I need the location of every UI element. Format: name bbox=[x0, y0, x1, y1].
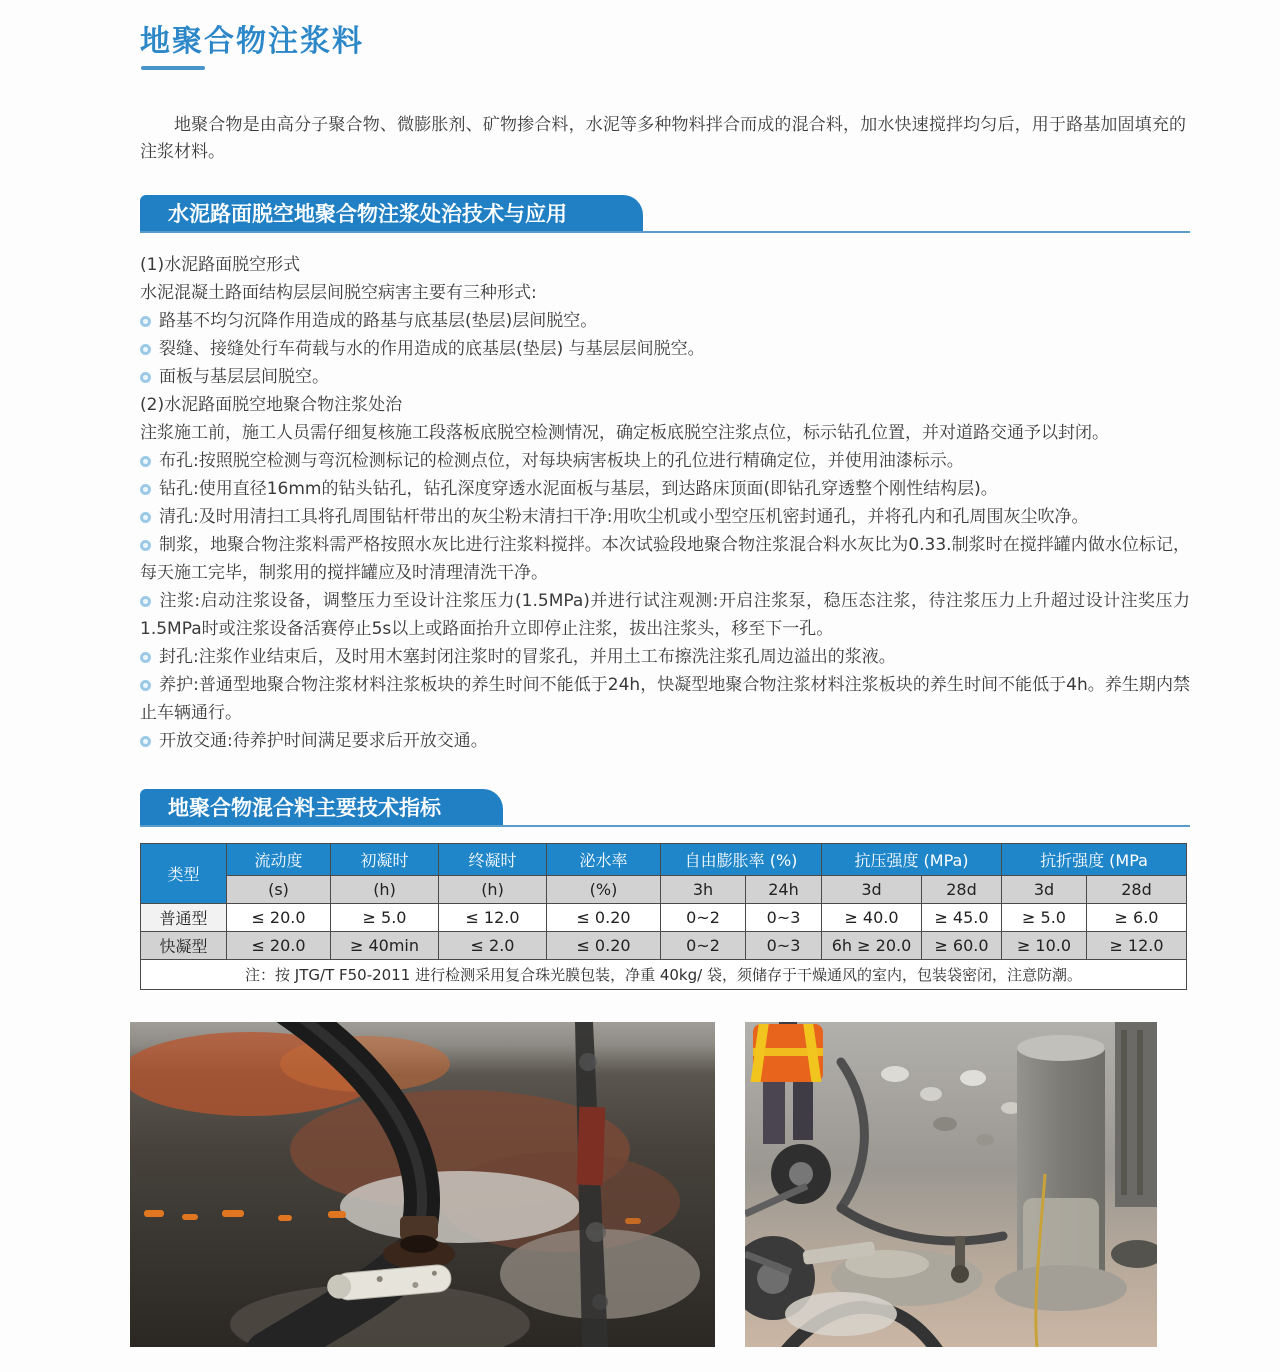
body-line-text: 裂缝、接缝处行车荷载与水的作用造成的底基层(垫层) 与基层层间脱空。 bbox=[159, 339, 705, 359]
ring-bullet-icon bbox=[140, 680, 151, 691]
body-line-text: 水泥混凝土路面结构层层间脱空病害主要有三种形式: bbox=[140, 283, 537, 303]
body-line-text: 面板与基层层间脱空。 bbox=[159, 367, 329, 387]
safety-vest bbox=[751, 1024, 823, 1082]
body-line bbox=[140, 447, 1190, 475]
header-bleeding: 泌水率 bbox=[547, 844, 661, 876]
table-header-row-1 bbox=[141, 844, 1187, 876]
table-note: 注：按 JTG/T F50-2011 进行检测采用复合珠光膜包装，净重 40kg/ 袋，须储存于干燥通风的室内，包装袋密闭，注意防潮。 bbox=[141, 960, 1187, 990]
body-line bbox=[140, 531, 1190, 587]
cell: ≥ 40min bbox=[331, 932, 439, 960]
cell: ≥ 45.0 bbox=[922, 904, 1002, 932]
ring-bullet-icon bbox=[140, 316, 151, 327]
body-line-text: 布孔:按照脱空检测与弯沉检测标记的检测点位，对每块病害板块上的孔位进行精确定位，并使用油漆标示。 bbox=[159, 451, 964, 471]
body-line bbox=[140, 363, 1190, 391]
photo-pavement-grouting-art bbox=[130, 1022, 715, 1347]
body-line bbox=[140, 587, 1190, 643]
spec-table bbox=[140, 843, 1187, 990]
subheader: 3d bbox=[822, 876, 922, 904]
cell: 普通型 bbox=[141, 904, 227, 932]
ring-bullet-icon bbox=[140, 652, 151, 663]
page-title: 地聚合物注浆料 bbox=[140, 24, 364, 59]
subheader: 3h bbox=[661, 876, 746, 904]
photo-grouting-site-art bbox=[745, 1022, 1157, 1347]
photo-grouting-site bbox=[745, 1022, 1157, 1347]
title-underline bbox=[141, 66, 205, 70]
body-line bbox=[140, 307, 1190, 335]
cell: 6h ≥ 20.0 bbox=[822, 932, 922, 960]
header-fluidity: 流动度 bbox=[227, 844, 331, 876]
subheader: 28d bbox=[922, 876, 1002, 904]
ring-bullet-icon bbox=[140, 344, 151, 355]
cell: 0~3 bbox=[746, 904, 822, 932]
table-header-row-2 bbox=[141, 876, 1187, 904]
body-line bbox=[140, 335, 1190, 363]
subheader: 3d bbox=[1002, 876, 1087, 904]
body-line bbox=[140, 391, 1190, 419]
table-row-rapid bbox=[141, 932, 1187, 960]
section1-banner bbox=[140, 195, 643, 233]
body-line bbox=[140, 727, 1190, 755]
cell: ≤ 20.0 bbox=[227, 932, 331, 960]
ring-bullet-icon bbox=[140, 512, 151, 523]
subheader: (%) bbox=[547, 876, 661, 904]
section2-heading: 地聚合物混合料主要技术指标 bbox=[168, 796, 441, 820]
ring-bullet-icon bbox=[140, 736, 151, 747]
ring-bullet-icon bbox=[140, 456, 151, 467]
subheader: (s) bbox=[227, 876, 331, 904]
cell: ≥ 40.0 bbox=[822, 904, 922, 932]
header-initial-set: 初凝时 bbox=[331, 844, 439, 876]
body-line-text: 制浆，地聚合物注浆料需严格按照水灰比进行注浆料搅拌。本次试验段地聚合物注浆混合料水灰比为0.33.制浆时在搅拌罐内做水位标记，每天施工完毕，制浆用的搅拌罐应及时清理清洗干净。 bbox=[140, 535, 1190, 583]
header-type: 类型 bbox=[141, 844, 227, 904]
header-free-expansion: 自由膨胀率 (%) bbox=[661, 844, 822, 876]
ring-bullet-icon bbox=[140, 540, 151, 551]
cell: ≥ 12.0 bbox=[1087, 932, 1187, 960]
body-line bbox=[140, 503, 1190, 531]
intro-paragraph: 地聚合物是由高分子聚合物、微膨胀剂、矿物掺合料，水泥等多种物料拌合而成的混合料，加水快速搅拌均匀后，用于路基加固填充的注浆材料。 bbox=[140, 115, 1186, 162]
cell: ≤ 0.20 bbox=[547, 932, 661, 960]
cell: ≤ 12.0 bbox=[439, 904, 547, 932]
cell: ≤ 20.0 bbox=[227, 904, 331, 932]
body-line bbox=[140, 419, 1190, 447]
cell: 0~2 bbox=[661, 932, 746, 960]
header-flexural-strength: 抗折强度 (MPa bbox=[1002, 844, 1187, 876]
subheader: (h) bbox=[331, 876, 439, 904]
cell: ≥ 6.0 bbox=[1087, 904, 1187, 932]
subheader: 24h bbox=[746, 876, 822, 904]
header-final-set: 终凝时 bbox=[439, 844, 547, 876]
cell: ≥ 10.0 bbox=[1002, 932, 1087, 960]
body-line bbox=[140, 643, 1190, 671]
ring-bullet-icon bbox=[140, 484, 151, 495]
section1-heading: 水泥路面脱空地聚合物注浆处治技术与应用 bbox=[168, 202, 567, 226]
ring-bullet-icon bbox=[140, 372, 151, 383]
cell: 0~2 bbox=[661, 904, 746, 932]
table-note-row bbox=[141, 960, 1187, 990]
body-line-text: 清孔:及时用清扫工具将孔周围钻杆带出的灰尘粉末清扫干净:用吹尘机或小型空压机密封通孔，并将孔内和孔周围灰尘吹净。 bbox=[159, 507, 1089, 527]
body-line-text: 注浆:启动注浆设备，调整压力至设计注浆压力(1.5MPa)并进行试注观测:开启注浆泵，稳压态注浆，待注浆压力上升超过设计注奖压力1.5MPa时或注浆设备活赛停止5s以上或路面抬升立即停止注浆，拔出注浆头，移至下一孔。 bbox=[140, 591, 1190, 639]
section1-banner-rule bbox=[140, 231, 1190, 233]
ring-bullet-icon bbox=[140, 596, 151, 607]
cell: ≥ 5.0 bbox=[331, 904, 439, 932]
cell: 0~3 bbox=[746, 932, 822, 960]
photo-pavement-grouting bbox=[130, 1022, 715, 1347]
body-line-text: 封孔:注浆作业结束后，及时用木塞封闭注浆时的冒浆孔，并用土工布擦洗注浆孔周边溢出的浆液。 bbox=[159, 647, 896, 667]
body-line-text: 路基不均匀沉降作用造成的路基与底基层(垫层)层间脱空。 bbox=[159, 311, 598, 331]
body-line bbox=[140, 279, 1190, 307]
body-line-text: (1)水泥路面脱空形式 bbox=[140, 255, 301, 275]
body-line bbox=[140, 251, 1190, 279]
body-line bbox=[140, 475, 1190, 503]
body-line-text: 钻孔:使用直径16mm的钻头钻孔，钻孔深度穿透水泥面板与基层，到达路床顶面(即钻孔穿透整个刚性结构层)。 bbox=[159, 479, 998, 499]
body-line bbox=[140, 671, 1190, 727]
section1-body bbox=[140, 251, 1190, 755]
body-line-text: 养护:普通型地聚合物注浆材料注浆板块的养生时间不能低于24h，快凝型地聚合物注浆材料注浆板块的养生时间不能低于4h。养生期内禁止车辆通行。 bbox=[140, 675, 1190, 723]
body-line-text: (2)水泥路面脱空地聚合物注浆处治 bbox=[140, 395, 403, 415]
table-row-ordinary bbox=[141, 904, 1187, 932]
cell: ≤ 0.20 bbox=[547, 904, 661, 932]
body-line-text: 开放交通:待养护时间满足要求后开放交通。 bbox=[159, 731, 488, 751]
body-line-text: 注浆施工前，施工人员需仔细复核施工段落板底脱空检测情况，确定板底脱空注浆点位，标示钻孔位置，并对道路交通予以封闭。 bbox=[140, 423, 1109, 443]
subheader: (h) bbox=[439, 876, 547, 904]
subheader: 28d bbox=[1087, 876, 1187, 904]
section2-banner-rule bbox=[140, 825, 1190, 827]
section2-banner bbox=[140, 789, 503, 827]
cell: ≥ 5.0 bbox=[1002, 904, 1087, 932]
cell: ≥ 60.0 bbox=[922, 932, 1002, 960]
cell: 快凝型 bbox=[141, 932, 227, 960]
cell: ≤ 2.0 bbox=[439, 932, 547, 960]
header-compressive-strength: 抗压强度 (MPa) bbox=[822, 844, 1002, 876]
